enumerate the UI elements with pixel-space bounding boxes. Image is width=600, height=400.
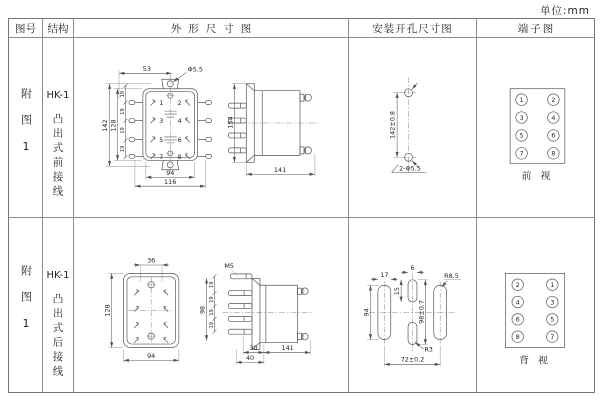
dim-label: 19	[119, 127, 126, 134]
dim-label: 53	[142, 64, 151, 73]
outline-drawing-rear-wiring	[74, 218, 348, 392]
row2-install-cell	[349, 218, 477, 392]
dim-label: 17	[380, 270, 389, 279]
dim-label: R8.5	[444, 271, 459, 280]
terminal-number: 7	[519, 150, 524, 158]
dim-label: 94	[147, 351, 156, 360]
dim-label: 72±0.2	[400, 355, 425, 364]
dim-label: M5	[224, 261, 234, 270]
model-label: HK-1	[46, 90, 70, 101]
fig-no-label: 附图1	[19, 265, 33, 345]
header-terminal: 端子图	[477, 19, 594, 38]
structure-label: 凸出式后接线	[51, 293, 64, 380]
row1-terminal-cell	[477, 38, 594, 218]
relay-side-view	[226, 84, 318, 176]
model-label: HK-1	[46, 270, 70, 281]
header-fig-no: 图号	[9, 19, 43, 38]
dim-label: 36	[147, 256, 156, 265]
dim-label: 116	[164, 178, 177, 187]
dim-label: 2-Φ5.5	[399, 164, 421, 173]
install-drawing-rear-wiring	[349, 218, 476, 392]
dim-label: 94	[362, 308, 371, 317]
row1-install-cell	[349, 38, 477, 218]
drawing-table	[8, 18, 595, 393]
terminal-number: 4	[515, 299, 520, 307]
terminal-number: 3	[159, 118, 164, 126]
row1-outline-cell	[74, 38, 349, 218]
terminal-number: 4	[551, 114, 556, 122]
dim-label: 128	[109, 119, 118, 132]
dim-label: 40	[245, 354, 255, 363]
terminal-number: 6	[177, 136, 182, 144]
dim-label: 94	[166, 169, 175, 178]
coil-symbol	[164, 111, 176, 117]
terminal-diagram-front	[477, 38, 594, 217]
terminal-number: 8	[551, 150, 556, 158]
terminal-number: 7	[550, 333, 555, 341]
coil-symbol	[164, 137, 176, 143]
dim-label: 19	[119, 145, 126, 153]
dim-label: 19	[119, 108, 126, 115]
terminal-number: 1	[519, 96, 524, 104]
view-label: 背 视	[519, 355, 551, 367]
terminal-number: 6	[515, 316, 520, 324]
dim-label: 19	[208, 296, 215, 303]
row2-terminal-cell	[477, 218, 594, 392]
header-install: 安装开孔尺寸图	[349, 19, 477, 38]
terminal-number: 8	[515, 333, 520, 341]
terminal-number: 6	[551, 132, 556, 140]
terminal-diagram-rear	[477, 218, 594, 392]
dim-label: 19	[119, 90, 126, 98]
outline-drawing-front-wiring	[74, 38, 348, 217]
terminal-number: 3	[550, 299, 555, 307]
dim-label: 19	[208, 281, 215, 288]
view-label: 前 视	[521, 171, 554, 183]
terminal-number: 3	[519, 114, 524, 122]
dim-label: 142±0.8	[388, 111, 397, 139]
dim-label: R3	[424, 345, 433, 354]
dim-label: 141	[281, 343, 294, 352]
dim-label: 98±0.7	[417, 300, 426, 324]
row2-outline-cell	[74, 218, 349, 392]
dim-label: 6	[410, 263, 415, 272]
terminal-number: 5	[550, 316, 555, 324]
dim-label: 142	[101, 119, 110, 132]
terminal-number: 2	[551, 96, 556, 104]
install-drawing-front-wiring	[349, 38, 476, 217]
terminal-number: 5	[519, 132, 524, 140]
dim-label: 19	[208, 322, 215, 329]
header-outline: 外形尺寸图	[74, 19, 349, 38]
row2-fig-no	[9, 218, 43, 392]
terminal-number: 2	[515, 282, 520, 290]
row1-fig-no	[9, 38, 43, 218]
terminal-number: 5	[159, 136, 164, 144]
header-structure: 结构	[43, 19, 74, 38]
dim-label: 30	[249, 343, 258, 352]
fig-no-label: 附图1	[19, 87, 33, 168]
terminal-number: 1	[550, 282, 555, 290]
relay-front-view	[101, 65, 211, 188]
row1-structure	[43, 38, 74, 218]
terminal-number: 2	[177, 100, 182, 108]
dim-label: 98	[198, 305, 207, 315]
terminal-number: 1	[159, 100, 164, 108]
structure-label: 凸出式前接线	[51, 113, 64, 200]
row2-structure	[43, 218, 74, 392]
unit-label: 单位:mm	[540, 5, 590, 17]
dim-label: 128	[103, 304, 112, 317]
dim-label: 154	[226, 116, 235, 129]
dim-label: 141	[273, 166, 287, 175]
dim-label: 19	[208, 309, 215, 316]
relay-side-view-rear	[199, 262, 314, 364]
terminal-number: 8	[177, 153, 182, 161]
terminal-number: 7	[159, 153, 164, 161]
dim-label: 15	[393, 287, 402, 296]
dim-label: Φ5.5	[187, 65, 203, 74]
relay-rear-view	[104, 256, 179, 362]
terminal-number: 4	[177, 118, 182, 126]
